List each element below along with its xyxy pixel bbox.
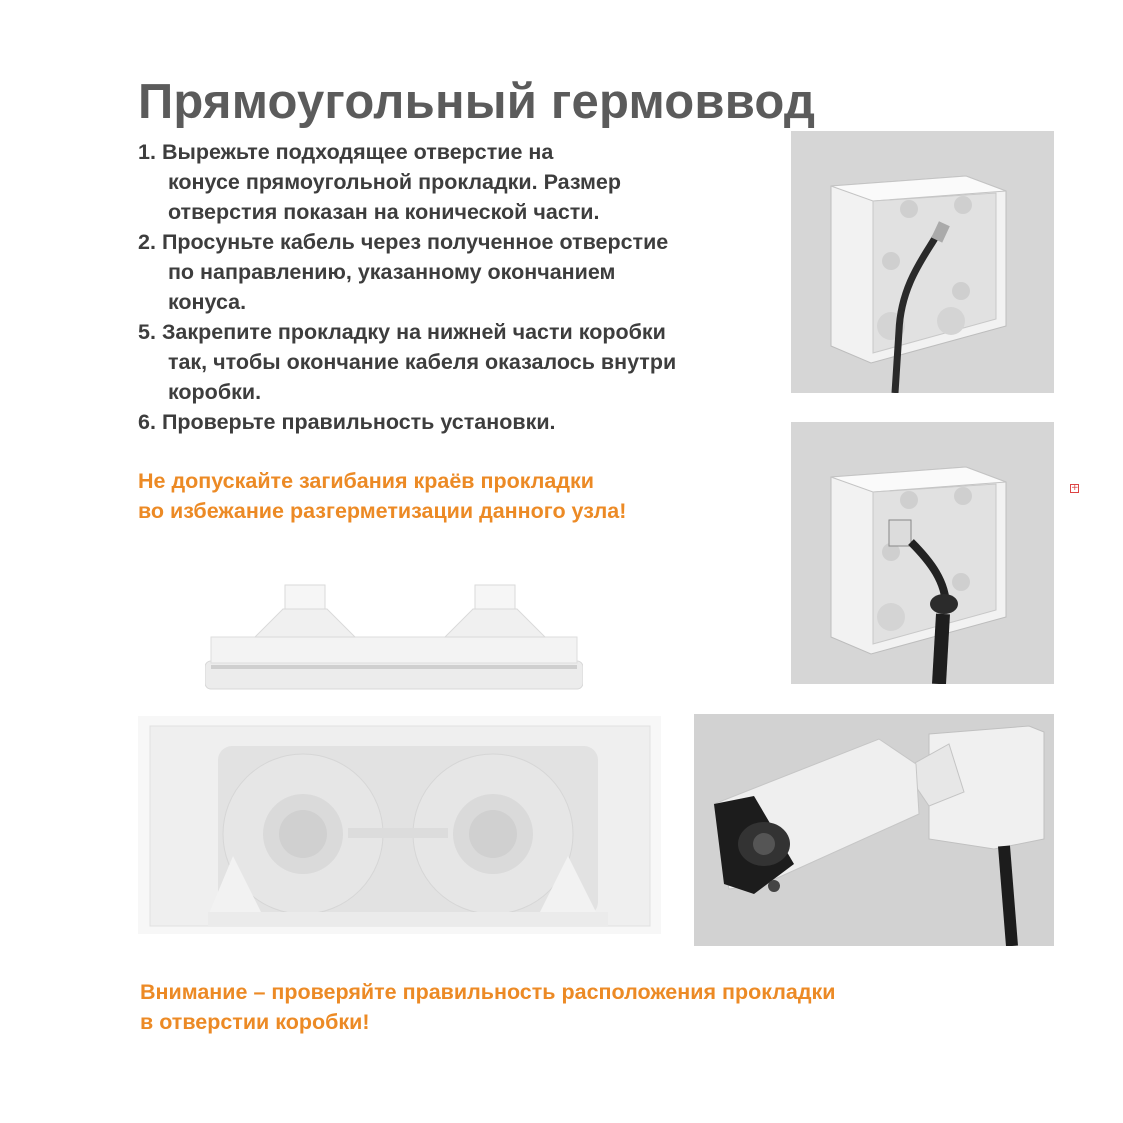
instruction-step <box>138 137 758 227</box>
warning-line: в отверстии коробки! <box>140 1010 370 1034</box>
camera-mounted-photo <box>694 714 1054 946</box>
step-line: по направлению, указанному окончанием <box>167 260 616 284</box>
step-number: 6. <box>138 410 156 434</box>
warning-line: во избежание разгерметизации данного узла! <box>138 499 627 523</box>
warning-line: Не допускайте загибания краёв прокладки <box>138 469 595 493</box>
instruction-step <box>138 407 758 437</box>
step-number: 5. <box>138 320 156 344</box>
step-line: Просуньте кабель через полученное отверстие <box>161 230 669 254</box>
expand-marker-icon[interactable]: + <box>1071 483 1079 493</box>
junction-box-photo-connector <box>791 422 1054 684</box>
step-text <box>156 407 758 437</box>
gasket-in-box-photo <box>138 716 661 934</box>
step-line: Закрепите прокладку на нижней части коробки <box>161 320 666 344</box>
step-line: коробки. <box>167 380 262 404</box>
step-line: конуса. <box>167 290 247 314</box>
step-line: конусе прямоугольной прокладки. Размер <box>167 170 621 194</box>
rectangular-gasket-photo <box>205 579 583 692</box>
step-text <box>156 137 758 227</box>
step-number: 1. <box>138 140 156 164</box>
instruction-step <box>138 227 758 317</box>
junction-box-photo-cable <box>791 131 1054 393</box>
instruction-step <box>138 317 758 407</box>
step-line: так, чтобы окончание кабеля оказалось внутри <box>167 350 677 374</box>
step-text <box>156 227 758 317</box>
step-line: отверстия показан на конической части. <box>167 200 600 224</box>
instruction-steps <box>138 137 758 437</box>
step-text <box>156 317 758 407</box>
step-line: Вырежьте подходящее отверстие на <box>161 140 554 164</box>
step-number: 2. <box>138 230 156 254</box>
warning-check-position <box>140 977 836 1037</box>
warning-bending <box>138 466 626 526</box>
page-title: Прямоугольный гермоввод <box>138 75 816 129</box>
warning-line: Внимание – проверяйте правильность расположения прокладки <box>140 980 836 1004</box>
step-line: Проверьте правильность установки. <box>161 410 556 434</box>
